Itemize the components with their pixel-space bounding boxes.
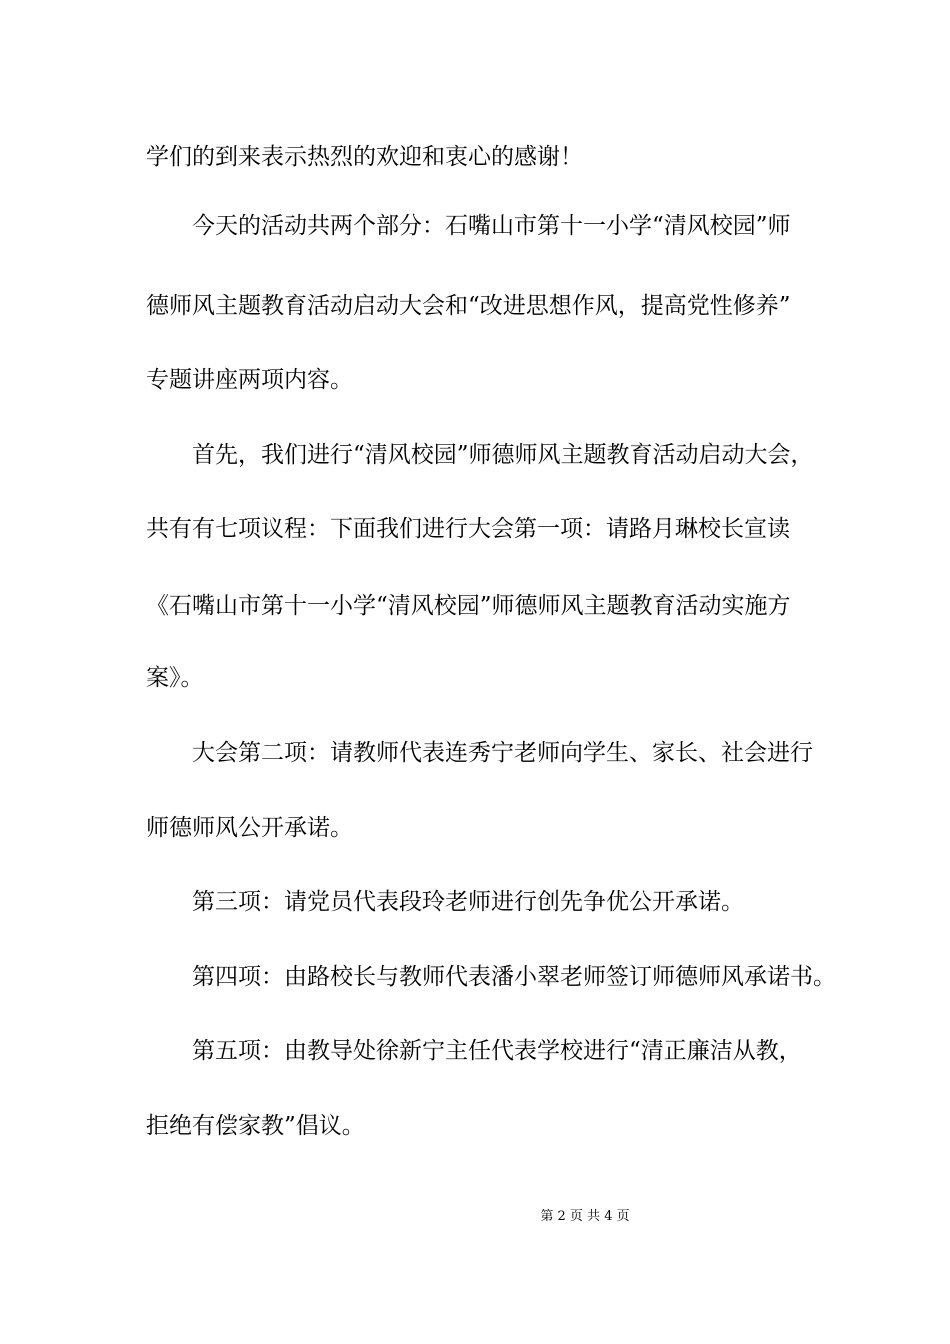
text-line: 案》。 <box>146 665 204 691</box>
text-line: 第四项：由路校长与教师代表潘小翠老师签订师德师风承诺书。 <box>146 964 836 990</box>
text-line: 第三项：请党员代表段玲老师进行创先争优公开承诺。 <box>146 889 744 915</box>
text-line: 第五项：由教导处徐新宁主任代表学校进行“清正廉洁从教， <box>146 1038 802 1064</box>
text-line: 首先，我们进行“清风校园”师德师风主题教育活动启动大会， <box>146 442 814 468</box>
text-line: 专题讲座两项内容。 <box>146 367 353 393</box>
text-line: 共有有七项议程：下面我们进行大会第一项：请路月琳校长宣读 <box>146 516 790 542</box>
text-line: 大会第二项：请教师代表连秀宁老师向学生、家长、社会进行 <box>146 740 813 766</box>
text-line: 《石嘴山市第十一小学“清风校园”师德师风主题教育活动实施方 <box>146 593 791 619</box>
page-number-label: 第 2 页 共 4 页 <box>540 1209 630 1224</box>
page-number-footer <box>0 1205 950 1224</box>
text-line: 今天的活动共两个部分：石嘴山市第十一小学“清风校园”师 <box>146 213 791 239</box>
text-line: 拒绝有偿家教”倡议。 <box>146 1113 365 1139</box>
text-line: 德师风主题教育活动启动大会和“改进思想作风，提高党性修养” <box>146 293 791 319</box>
text-line: 学们的到来表示热烈的欢迎和衷心的感谢！ <box>146 144 583 170</box>
text-line: 师德师风公开承诺。 <box>146 815 353 841</box>
